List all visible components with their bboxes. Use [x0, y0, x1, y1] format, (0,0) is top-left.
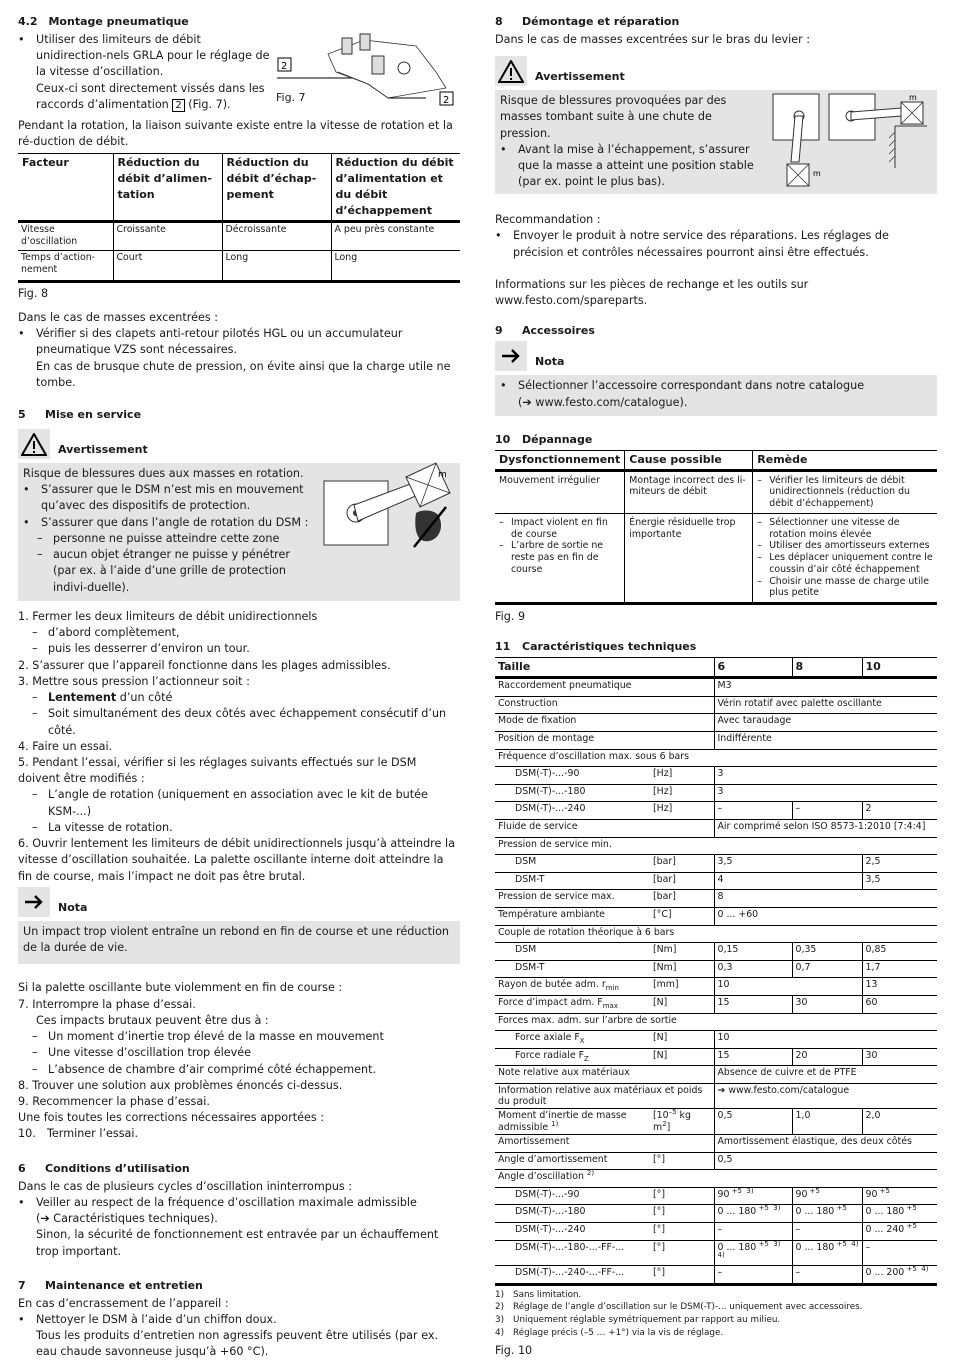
valve-bullet: • Vérifier si des clapets anti-retour pilotés HGL ou un accumulateur pneumatique VZS sont nécessaires.	[18, 326, 460, 358]
eccentric-paragraph: Dans le cas de masses excentrées :	[18, 310, 218, 324]
specs-header: Taille	[495, 658, 714, 678]
flow-table-header: Facteur	[18, 154, 113, 222]
warning-dash-item: – aucun objet étranger ne puisse y pénétrer (par ex. à l’aide d’une grille de protection indivi-duelle).	[23, 547, 313, 596]
flow-table-cell: Vitesse d’oscillation	[18, 222, 113, 250]
warning-bullet: • S’assurer que dans l’angle de rotation du DSM :	[23, 515, 313, 531]
troubleshooting-header: Cause possible	[625, 450, 753, 470]
warning-triangle-icon	[18, 429, 50, 459]
section-7-heading: 7 Maintenance et entretien	[18, 1278, 203, 1292]
section-9-heading: 9 Accessoires	[495, 324, 595, 338]
maintenance-bullet: • Nettoyer le DSM à l’aide d’un chiffon doux.	[18, 1312, 460, 1328]
step-2: 2. S’assurer que l’appareil fonctionne dans les plages admissibles.	[18, 658, 391, 672]
step-10: 10. Terminer l’essai.	[18, 1127, 139, 1141]
nota-signal	[18, 887, 460, 917]
troubleshooting-cell: Énergie résiduelle trop importante	[625, 513, 753, 603]
impact-paragraph: Si la palette oscillante bute violemment en fin de course :	[18, 981, 343, 995]
step-7-sub: – Une vitesse d’oscillation trop élevée	[18, 1045, 460, 1061]
arrow-right-icon	[18, 887, 50, 917]
nota-box	[495, 375, 937, 415]
svg-text:2: 2	[281, 61, 288, 72]
section-11-heading: 11 Caractéristiques techniques	[495, 640, 697, 654]
fig7-caption: Fig. 7	[276, 91, 306, 104]
step-7-note: Ces impacts brutaux peuvent être dus à :	[36, 1013, 269, 1027]
footnote: 2) Réglage de l’angle d’oscillation sur le DSM(-T)-... uniquement avec accessoires.	[495, 1302, 863, 1313]
section-4-2-heading: 4.2 Montage pneumatique	[18, 15, 189, 28]
valve-note: En cas de brusque chute de pression, on évite ainsi que la charge utile ne tombe.	[36, 359, 451, 389]
warning-bullet: • Avant la mise à l’échappement, s’assurer que la masse a atteint une position stable (par ex. point le plus bas).	[500, 142, 762, 191]
recommendation-label: Recommandation :	[495, 213, 601, 227]
step-7-sub: – L’absence de chambre d’air comprimé côté échappement.	[18, 1062, 460, 1078]
rotation-paragraph: Pendant la rotation, la liaison suivante existe entre la vitesse de rotation et la ré-duction de débit.	[18, 119, 453, 149]
arrow-right-icon	[495, 341, 527, 371]
warning-box	[495, 90, 937, 194]
flow-table-header: Réduction du débit d’alimen-tation	[113, 154, 222, 222]
conditions-bullet: • Veiller au respect de la fréquence d’oscillation maximale admissible	[18, 1195, 460, 1211]
flow-table-cell: Court	[113, 250, 222, 281]
warning-signal	[495, 56, 937, 86]
fig7-illustration	[276, 32, 460, 114]
flow-table-cell: Long	[331, 250, 460, 281]
footnotes	[495, 1289, 937, 1340]
warning-triangle-icon	[495, 56, 527, 86]
section-6-heading: 6 Conditions d’utilisation	[18, 1161, 190, 1175]
footnote: 1) Sans limitation.	[495, 1289, 582, 1300]
flow-table-cell: Long	[222, 250, 331, 281]
warning-signal	[18, 429, 460, 459]
flow-table-cell: Temps d’action-nement	[18, 250, 113, 281]
section-5-heading: 5 Mise en service	[18, 408, 142, 422]
troubleshooting-header: Remède	[753, 450, 937, 470]
step-5-sub: – L’angle de rotation (uniquement en association avec le kit de butée KSM-...)	[18, 787, 460, 819]
flow-table-cell: Croissante	[113, 222, 222, 250]
falling-mass-illustration	[771, 92, 931, 193]
corrections-paragraph: Une fois toutes les corrections nécessaires apportées :	[18, 1111, 325, 1125]
conditions-note: Sinon, la sécurité de fonctionnement est entravée par un échauffement trop important.	[36, 1228, 439, 1258]
step-5-sub: – La vitesse de rotation.	[18, 820, 460, 836]
step-3-sub: – Lentement d’un côté	[18, 690, 460, 706]
troubleshooting-header: Dysfonctionnement	[495, 450, 625, 470]
svg-text:2: 2	[443, 95, 450, 106]
rotating-mass-illustration	[318, 457, 456, 562]
recommendation-bullet: • Envoyer le produit à notre service des réparations. Les réglages de précision et contrôles nécessaires pourront ainsi être effectués.	[495, 228, 937, 260]
warning-label: Avertissement	[58, 443, 148, 457]
warning-box	[18, 463, 460, 601]
step-9: 9. Recommencer la phase d’essai.	[18, 1094, 210, 1108]
specs-header: 10	[862, 658, 937, 678]
left-column	[18, 14, 460, 1361]
svg-text:m: m	[813, 169, 821, 179]
troubleshooting-cell: – Sélectionner une vitesse de rotation moins élevée – Utiliser des amortisseurs externes – Les déplacer uniquement contre le coussin d’air côté échappement – Choisir une masse de charge utile plus petite	[753, 513, 937, 603]
warning-label: Avertissement	[535, 70, 625, 84]
nota-label: Nota	[535, 355, 565, 369]
troubleshooting-cell: – Impact violent en fin de course – L’arbre de sortie ne reste pas en fin de course	[495, 513, 625, 603]
step-6: 6. Ouvrir lentement les limiteurs de débit unidirectionnels jusqu’à atteindre la vitesse d’oscillation souhaitée. La palette oscillante interne doit atteindre la fin de course, mais l’impact ne doit pas être brutal.	[18, 837, 455, 883]
maintenance-paragraph: En cas d’encrassement de l’appareil :	[18, 1296, 229, 1310]
warning-dash-item: – personne ne puisse atteindre cette zone	[23, 531, 313, 547]
fig9-caption: Fig. 9	[495, 610, 526, 624]
flow-table-cell: A peu près constante	[331, 222, 460, 250]
troubleshooting-cell: Montage incorrect des li-miteurs de débit	[625, 470, 753, 513]
specs-table: Taille 6 8 10 Raccordement pneumatique M3 Construction Vérin rotatif avec palette oscillante Mode de fixation Avec taraudage Position de montage Indifférente Fréquence d’oscillation max. sous 6 bars DSM(-T)-...-90 [Hz] 3 DSM(-T)-...-180 [Hz] 3 DSM(-T)-...-240 [Hz] – – 2 Fluide de service Air comprimé selon ISO 8573-1:2010 [7:4:4] Pression de service min. DSM [bar] 3,5 2,5 DSM-T [bar] 4 3,5 Pression de service max. [bar] 8 Température ambiante [°C] 0 ... +60 Couple de rotation théorique à 6 bars DSM [Nm] 0,15 0,35 0,85 DSM-T [Nm] 0,3 0,7 1,7 Rayon de butée adm. $r_{min}$ [mm] 10 13 Force d’impact adm. $F_{max}$ [N] 15 30 60 Forces max. adm. sur l’arbre de sortie Force axiale $F_X$ [N] 10 Force radiale $F_Z$ [N] 15 20 30 Note relative aux matériaux Absence de cuivre et de PTFE Information relative aux matériaux et poids du produit ➔ www.festo.com/catalogue Moment d’inertie de masse admissible $^{1)}$ [$10^{-5}$ kg $m^2$] 0,5 1,0 2,0 Amortissement Amortissement élastique, des deux côtés Angle d’amortissement [°] 0,5 Angle d’oscillation $^{2)}$ DSM(-T)-...-90 [°] 90 $^{+5 3)}$ 90 $^{+5}$ 90 $^{+5}$ DSM(-T)-...-180 [°] 0 ... 180 $^{+5 3)}$ 0 ... 180 $^{+5}$ 0 ... 180 $^{+5}$ DSM(-T)-...-240 [°] – – 0 ... 240 $^{+5}$ DSM(-T)-...-180-...-FF-... [°] 0 ... 180 $^{+5 3) 4)}$ 0 ... 180 $^{+5 4)}$ – DSM(-T)-...-240-...-FF-... [°] – – 0 ... 200 $^{+5 4)}$	[495, 657, 937, 1285]
step-7-sub: – Un moment d’inertie trop élevé de la masse en mouvement	[18, 1029, 460, 1045]
nota-label: Nota	[58, 900, 88, 914]
nota-signal	[495, 341, 937, 371]
right-column	[495, 14, 937, 1359]
mount-note: Ceux-ci sont directement vissés dans les raccords d’alimentation 2 (Fig. 7).	[36, 81, 265, 111]
mount-bullet: • Utiliser des limiteurs de débit unidirection-nels GRLA pour le réglage de la vitesse d’oscillation.	[18, 32, 273, 81]
specs-header: 8	[792, 658, 862, 678]
step-3: 3. Mettre sous pression l’actionneur soit :	[18, 674, 250, 688]
warning-bullet: • S’assurer que le DSM n’est mis en mouvement qu’avec des dispositifs de protection.	[23, 482, 313, 514]
spareparts-info: Informations sur les pièces de rechange et les outils sur www.festo.com/spareparts.	[495, 277, 809, 308]
catalogue-link[interactable]: (➔ www.festo.com/catalogue).	[518, 395, 688, 409]
step-5: 5. Pendant l’essai, vérifier si les réglages suivants effectués sur le DSM doivent être modifiés :	[18, 755, 417, 786]
step-7: 7. Interrompre la phase d’essai.	[18, 997, 196, 1011]
fig8-caption: Fig. 8	[18, 286, 49, 300]
step-1: 1. Fermer les deux limiteurs de débit unidirectionnels	[18, 609, 318, 623]
fig10-caption: Fig. 10	[495, 1343, 533, 1357]
step-1-sub: – d’abord complètement,	[18, 625, 460, 641]
nota-box	[18, 921, 460, 964]
conditions-ref: (➔ Caractéristiques techniques).	[36, 1212, 218, 1226]
svg-text:m: m	[438, 470, 447, 480]
nota-text: Un impact trop violent entraîne un rebond en fin de course et une réduction de la durée de vie.	[23, 924, 450, 955]
section-10-heading: 10 Dépannage	[495, 432, 593, 446]
warning-text: Risque de blessures dues aux masses en rotation.	[23, 467, 304, 480]
section-8-heading: 8 Démontage et réparation	[495, 15, 680, 28]
footnote: 3) Uniquement réglable symétriquement par rapport au milieu.	[495, 1315, 781, 1326]
svg-text:m: m	[909, 93, 917, 103]
warning-text: Risque de blessures provoquées par des masses tombant suite à une chute de pression.	[500, 94, 727, 140]
specs-header: 6	[714, 658, 792, 678]
flow-table-header: Réduction du débit d’alimentation et du débit d’échappement	[331, 154, 460, 222]
accessory-bullet: • Sélectionner l’accessoire correspondant dans notre catalogue	[500, 378, 932, 394]
step-3-sub: – Soit simultanément des deux côtés avec échappement consécutif d’un côté.	[18, 706, 460, 738]
step-4: 4. Faire un essai.	[18, 739, 113, 753]
flow-table	[18, 153, 460, 282]
step-8: 8. Trouver une solution aux problèmes énoncés ci-dessus.	[18, 1078, 343, 1092]
troubleshooting-cell: – Vérifier les limiteurs de débit unidirectionnels (réduction du débit d’échappement)	[753, 470, 937, 513]
conditions-paragraph: Dans le cas de plusieurs cycles d’oscillation ininterrompus :	[18, 1179, 353, 1193]
maintenance-note: Tous les produits d’entretien non agressifs peuvent être utilisés (par ex. eau chaude savonneuse jusqu’à +60 °C).	[36, 1329, 439, 1359]
flow-table-cell: Décroissante	[222, 222, 331, 250]
dismantling-paragraph: Dans le cas de masses excentrées sur le bras du levier :	[495, 32, 811, 46]
flow-table-header: Réduction du débit d’échap-pement	[222, 154, 331, 222]
footnote: 4) Réglage précis (–5 … +1°) via la vis de réglage.	[495, 1327, 724, 1338]
troubleshooting-table	[495, 450, 937, 605]
troubleshooting-cell: Mouvement irrégulier	[495, 470, 625, 513]
step-1-sub: – puis les desserrer d’environ un tour.	[18, 641, 460, 657]
